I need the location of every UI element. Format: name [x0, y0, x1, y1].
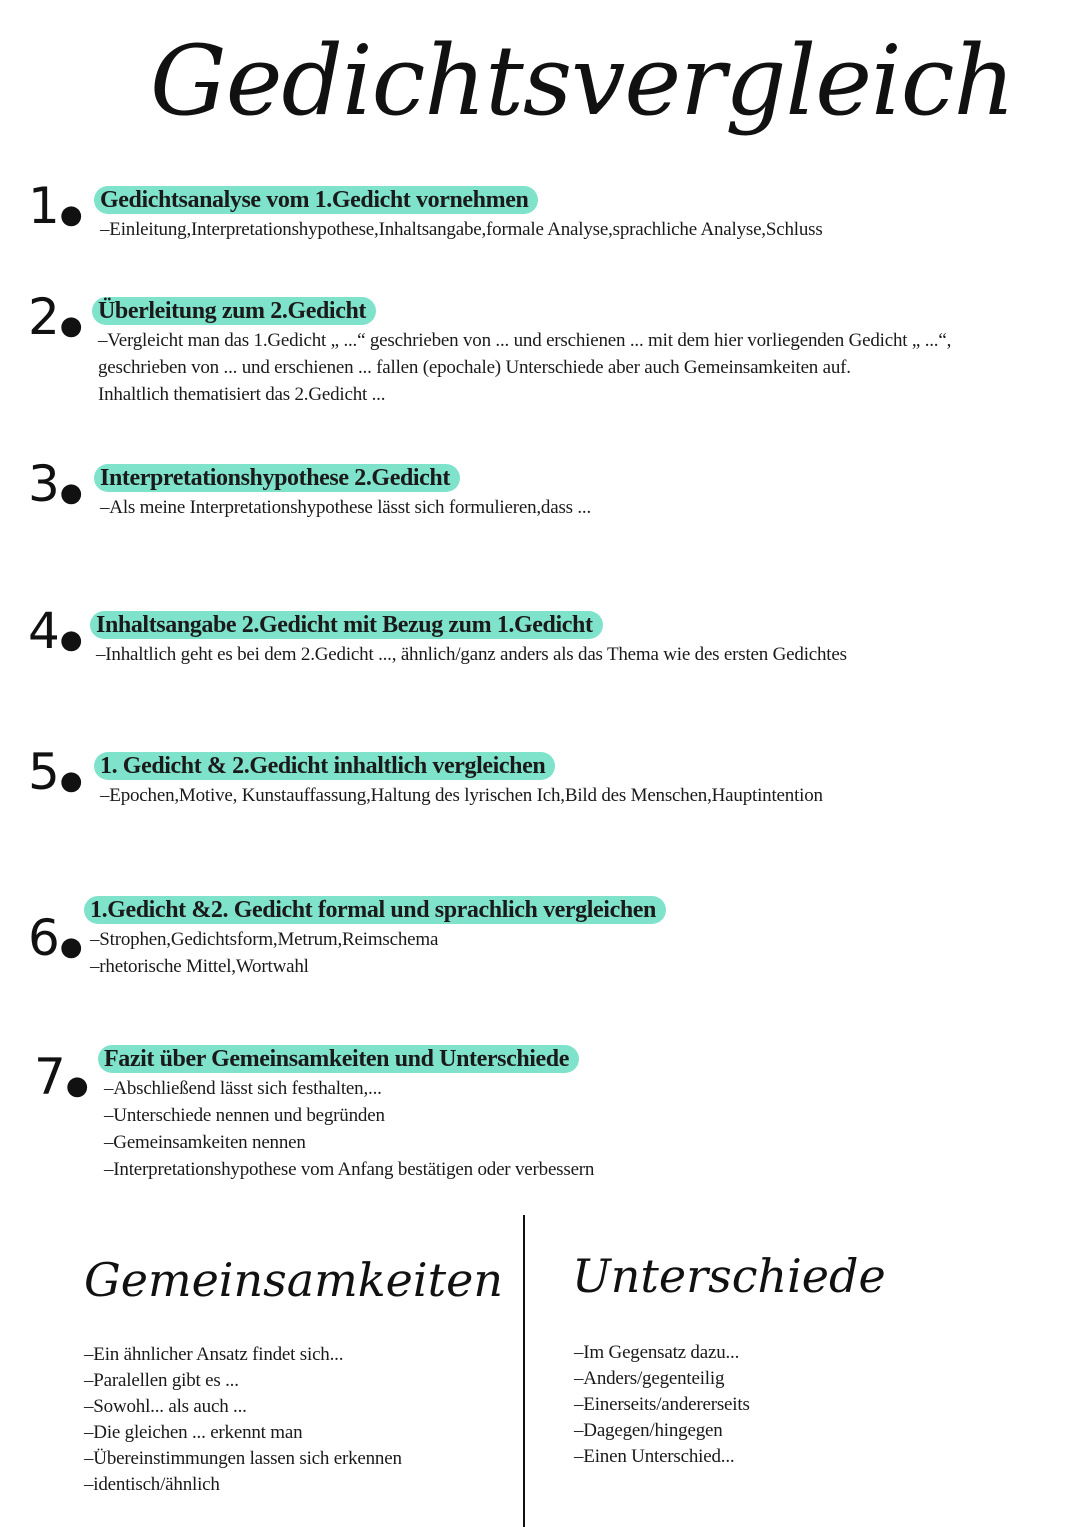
step-heading: Überleitung zum 2.Gedicht — [92, 297, 376, 325]
step-heading: Interpretationshypothese 2.Gedicht — [94, 464, 460, 492]
list-item: –Übereinstimmungen lassen sich erkennen — [84, 1448, 402, 1469]
step-number: 2● — [28, 288, 83, 346]
list-item: –Einerseits/andererseits — [574, 1394, 750, 1415]
list-item: –identisch/ähnlich — [84, 1474, 220, 1495]
page-title: Gedichtsvergleich — [150, 25, 1015, 137]
differences-heading: Unterschiede — [572, 1249, 886, 1303]
step-line: –Interpretationshypothese vom Anfang bestätigen oder verbessern — [104, 1159, 595, 1180]
list-item: –Paralellen gibt es ... — [84, 1370, 239, 1391]
step-number: 6● — [28, 909, 83, 967]
similarities-heading: Gemeinsamkeiten — [84, 1253, 503, 1307]
step-number: 4● — [28, 602, 83, 660]
list-item: –Im Gegensatz dazu... — [574, 1342, 740, 1363]
step-number: 1● — [28, 177, 83, 235]
step-heading: 1.Gedicht &2. Gedicht formal und sprachlich vergleichen — [84, 896, 666, 924]
step-line: –Strophen,Gedichtsform,Metrum,Reimschema — [90, 929, 439, 950]
list-item: –Dagegen/hingegen — [574, 1420, 723, 1441]
step-line: –Einleitung,Interpretationshypothese,Inhaltsangabe,formale Analyse,sprachliche Analyse,Schluss — [100, 219, 823, 240]
step-line: –Unterschiede nennen und begründen — [104, 1105, 385, 1126]
step-line: –Epochen,Motive, Kunstauffassung,Haltung des lyrischen Ich,Bild des Menschen,Hauptintention — [100, 785, 823, 806]
list-item: –Die gleichen ... erkennt man — [84, 1422, 303, 1443]
step-line: –Vergleicht man das 1.Gedicht „ ...“ geschrieben von ... und erschienen ... mit dem hier vorliegenden Gedicht „ ...“, — [98, 330, 952, 351]
step-number: 7● — [34, 1048, 89, 1106]
step-heading: 1. Gedicht & 2.Gedicht inhaltlich vergleichen — [94, 752, 555, 780]
step-line: –rhetorische Mittel,Wortwahl — [90, 956, 309, 977]
list-item: –Anders/gegenteilig — [574, 1368, 725, 1389]
list-item: –Ein ähnlicher Ansatz findet sich... — [84, 1344, 344, 1365]
step-heading: Gedichtsanalyse vom 1.Gedicht vornehmen — [94, 186, 538, 214]
step-number: 5● — [28, 743, 83, 801]
similarities-list — [84, 1342, 402, 1498]
step-number: 3● — [28, 455, 83, 513]
step-line: –Als meine Interpretationshypothese lässt sich formulieren,dass ... — [100, 497, 592, 518]
step-line: –Inhaltlich geht es bei dem 2.Gedicht ..., ähnlich/ganz anders als das Thema wie des ersten Gedichtes — [96, 644, 847, 665]
step-line: –Gemeinsamkeiten nennen — [104, 1132, 306, 1153]
column-divider — [523, 1215, 525, 1527]
list-item: –Einen Unterschied... — [574, 1446, 735, 1467]
step-line: –Abschließend lässt sich festhalten,... — [104, 1078, 382, 1099]
step-heading: Fazit über Gemeinsamkeiten und Unterschiede — [98, 1045, 579, 1073]
differences-list — [574, 1340, 750, 1470]
step-line: geschrieben von ... und erschienen ... fallen (epochale) Unterschiede aber auch Gemeinsamkeiten auf. — [98, 357, 851, 378]
list-item: –Sowohl... als auch ... — [84, 1396, 247, 1417]
step-heading: Inhaltsangabe 2.Gedicht mit Bezug zum 1.Gedicht — [90, 611, 603, 639]
step-line: Inhaltlich thematisiert das 2.Gedicht ... — [98, 384, 386, 405]
